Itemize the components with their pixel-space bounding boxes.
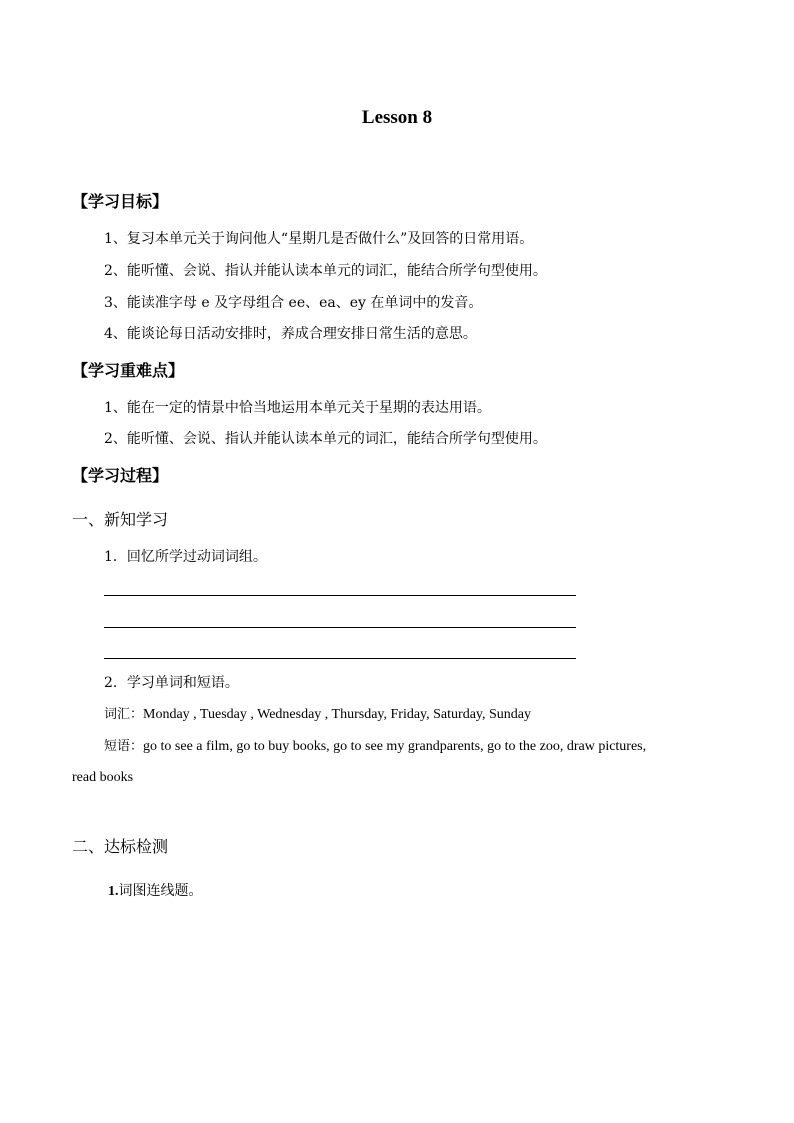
vocab-text: Monday , Tuesday , Wednesday , Thursday, Friday, Saturday, Sunday (143, 707, 532, 722)
goal-item-2: 2、能听懂、会说、指认并能认读本单元的词汇，能结合所学句型使用。 (104, 263, 547, 279)
answer-line-2[interactable] (104, 627, 576, 628)
step2-text: 2．学习单词和短语。 (104, 675, 239, 691)
key-point-item-2: 2、能听懂、会说、指认并能认读本单元的词汇，能结合所学句型使用。 (104, 431, 547, 447)
task-number: 1. (108, 884, 119, 899)
goal-item-1: 1、复习本单元关于询问他人“星期几是否做什么”及回答的日常用语。 (104, 231, 534, 247)
goal-item-4: 4、能谈论每日活动安排时，养成合理安排日常生活的意思。 (104, 326, 477, 342)
goals-heading: 【学习目标】 (72, 192, 169, 211)
answer-line-1[interactable] (104, 595, 576, 596)
phrase-text-line2: read books (72, 770, 134, 785)
task-text: 词图连线题。 (118, 883, 203, 899)
vocab-row (104, 706, 531, 724)
vocab-label: 词汇： (104, 707, 144, 722)
phrase-text-line1: go to see a film, go to buy books, go to see my grandparents, go to the zoo, draw pictures, (143, 739, 647, 754)
answer-line-3[interactable] (104, 658, 576, 659)
step1-text: 1．回忆所学过动词词组。 (104, 549, 267, 565)
phrase-row (104, 738, 646, 756)
phrase-row-continued (72, 769, 133, 787)
goal-item-3: 3、能读准字母 e 及字母组合 ee、ea、ey 在单词中的发音。 (104, 295, 483, 311)
key-point-item-1: 1、能在一定的情景中恰当地运用本单元关于星期的表达用语。 (104, 400, 491, 416)
task-row (108, 881, 203, 902)
part2-title: 二、达标检测 (72, 837, 169, 856)
process-heading: 【学习过程】 (72, 466, 169, 485)
phrase-label: 短语： (104, 739, 144, 754)
key-points-heading: 【学习重难点】 (72, 361, 185, 380)
page-title: Lesson 8 (361, 107, 433, 128)
part1-title: 一、新知学习 (72, 510, 169, 529)
